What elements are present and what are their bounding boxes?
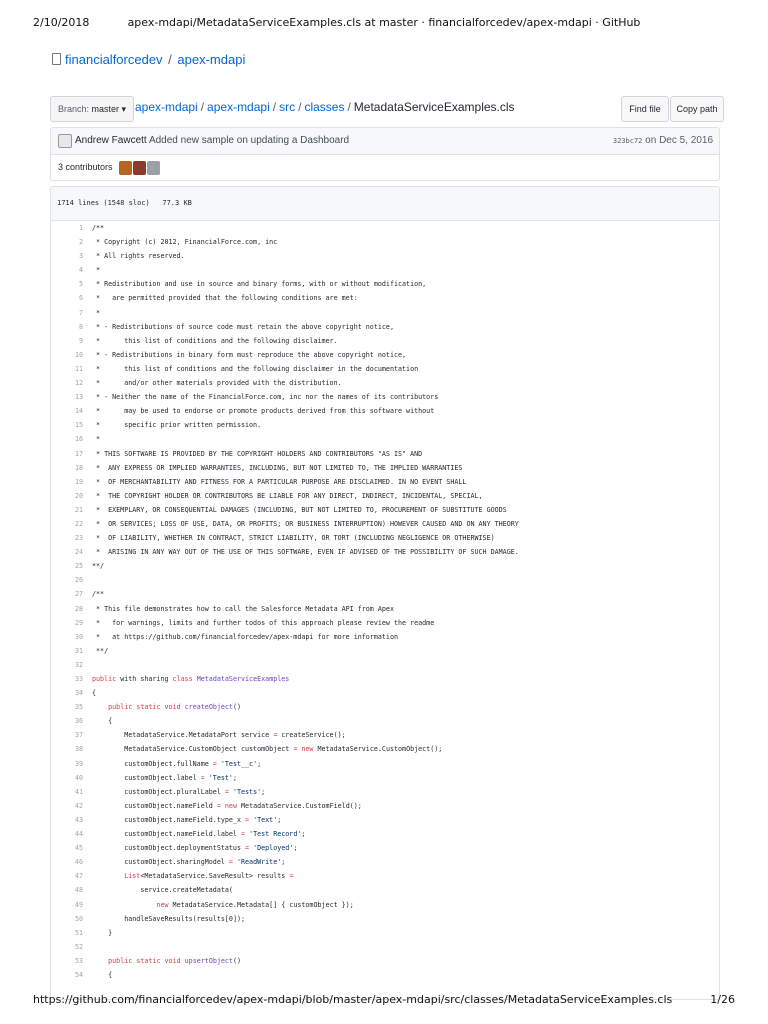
line-number[interactable]: 4 [78, 266, 83, 275]
line-number[interactable]: 49 [74, 900, 83, 909]
line-number[interactable]: 2 [78, 238, 83, 247]
breadcrumb-folder-src[interactable]: src [279, 100, 296, 114]
code-line [51, 334, 719, 348]
code-line [51, 742, 719, 756]
line-number[interactable]: 7 [78, 308, 83, 317]
line-number[interactable]: 14 [74, 407, 83, 416]
line-number[interactable]: 24 [74, 548, 83, 557]
code-text: { [92, 717, 113, 726]
code-line [51, 926, 719, 940]
code-line [51, 728, 719, 742]
code-text: * [92, 266, 101, 275]
code-line [51, 813, 719, 827]
line-number[interactable]: 20 [74, 491, 83, 500]
code-text: public with sharing class MetadataServiceExamples [92, 675, 290, 683]
find-file-button[interactable]: Find file [621, 96, 669, 122]
code-text [92, 940, 719, 954]
code-text: customObject.deploymentStatus = 'Deployed'; [92, 844, 298, 853]
line-number[interactable]: 41 [74, 787, 83, 796]
code-line [51, 376, 719, 390]
commit-message[interactable]: Added new sample on updating a Dashboard [148, 135, 350, 146]
print-date: 2/10/2018 [33, 16, 90, 29]
code-text: * All rights reserved. [92, 252, 185, 261]
line-number[interactable]: 27 [74, 590, 83, 599]
contributors-bar [50, 154, 720, 181]
line-number[interactable]: 31 [74, 646, 83, 655]
code-line [51, 714, 719, 728]
line-number[interactable]: 5 [78, 280, 83, 289]
code-line [51, 531, 719, 545]
code-line [51, 883, 719, 897]
line-number[interactable]: 22 [74, 519, 83, 528]
line-number[interactable]: 25 [74, 562, 83, 571]
line-number[interactable]: 19 [74, 477, 83, 486]
code-line [51, 785, 719, 799]
code-text: * ARISING IN ANY WAY OUT OF THE USE OF THIS SOFTWARE, EVEN IF ADVISED OF THE POSSIBILITY OF SUCH DAMAGE. [92, 548, 519, 557]
code-line [51, 672, 719, 686]
code-line [51, 968, 719, 982]
code-line [51, 869, 719, 883]
line-number[interactable]: 29 [74, 618, 83, 627]
breadcrumb-current-file: MetadataServiceExamples.cls [353, 100, 515, 114]
code-line [51, 940, 719, 954]
code-listing [51, 221, 719, 982]
repo-title [52, 52, 245, 67]
line-number[interactable]: 6 [78, 294, 83, 303]
code-text: MetadataService.MetadataPort service = createService(); [92, 731, 346, 740]
code-text: * and/or other materials provided with the distribution. [92, 379, 342, 388]
branch-value: master ▾ [91, 104, 127, 114]
line-number[interactable]: 23 [74, 534, 83, 543]
line-number[interactable]: 38 [74, 745, 83, 754]
code-line [51, 630, 719, 644]
code-line [51, 658, 719, 672]
code-text [92, 573, 719, 587]
code-text: /** [92, 224, 105, 232]
contributor-avatar[interactable] [119, 161, 132, 175]
code-line [51, 700, 719, 714]
commit-author[interactable]: Andrew Fawcett [75, 135, 147, 146]
line-number[interactable]: 10 [74, 350, 83, 359]
code-text: new MetadataService.Metadata[] { customObject }); [156, 900, 354, 909]
code-text: /** [92, 590, 105, 599]
line-number[interactable]: 34 [74, 689, 83, 698]
code-text: * - Redistributions in binary form must reproduce the above copyright notice, [92, 350, 407, 359]
repo-name-link[interactable]: apex-mdapi [177, 52, 246, 67]
code-text: * at https://github.com/financialforcedev/apex-mdapi for more information [92, 632, 398, 641]
line-number[interactable]: 48 [74, 886, 83, 895]
code-text: * this list of conditions and the following disclaimer. [92, 336, 338, 345]
code-text: public static void createObject() [108, 703, 242, 712]
code-text: public static void upsertObject() [108, 956, 242, 965]
print-page-number: 1/26 [710, 993, 735, 1006]
code-text: * EXEMPLARY, OR CONSEQUENTIAL DAMAGES (INCLUDING, BUT NOT LIMITED TO, PROCUREMENT OF SUBSTITUTE GOODS [92, 505, 507, 514]
code-line [51, 418, 719, 432]
line-number[interactable]: 46 [74, 858, 83, 867]
code-line [51, 898, 719, 912]
code-line [51, 912, 719, 926]
file-info [51, 187, 719, 221]
code-text: **/ [92, 562, 105, 571]
file-navigation [50, 96, 718, 122]
code-line [51, 362, 719, 376]
contributors-count[interactable]: 3 contributors [58, 162, 113, 172]
line-number[interactable]: 16 [74, 435, 83, 444]
author-avatar[interactable] [58, 134, 72, 148]
code-line [51, 799, 719, 813]
repo-icon [52, 53, 61, 65]
line-number[interactable]: 9 [78, 336, 83, 345]
code-line [51, 686, 719, 700]
code-line [51, 841, 719, 855]
file-size: 77.3 KB [162, 199, 192, 207]
line-number[interactable]: 33 [74, 675, 83, 683]
line-number[interactable]: 13 [74, 393, 83, 402]
repo-owner-link[interactable]: financialforcedev [65, 52, 163, 67]
code-line [51, 771, 719, 785]
code-text: * ANY EXPRESS OR IMPLIED WARRANTIES, INCLUDING, BUT NOT LIMITED TO, THE IMPLIED WARRANTIES [92, 463, 463, 472]
code-text: customObject.label = 'Test'; [92, 773, 237, 782]
code-line [51, 517, 719, 531]
contributor-avatars [119, 159, 161, 185]
code-line [51, 221, 719, 235]
line-number[interactable]: 47 [74, 872, 83, 881]
line-number[interactable]: 52 [74, 942, 83, 951]
code-text: handleSaveResults(results[0]); [92, 914, 246, 923]
line-number[interactable]: 35 [74, 703, 83, 712]
code-text: customObject.fullName = 'Test__c'; [92, 759, 262, 768]
code-line [51, 587, 719, 601]
line-number[interactable]: 40 [74, 773, 83, 782]
code-line [51, 545, 719, 559]
code-text: List<MetadataService.SaveResult> results = [124, 872, 294, 881]
breadcrumb-folder-classes[interactable]: classes [304, 100, 345, 114]
code-text: { [92, 970, 113, 979]
code-text: * THIS SOFTWARE IS PROVIDED BY THE COPYRIGHT HOLDERS AND CONTRIBUTORS "AS IS" AND [92, 449, 423, 458]
code-text: customObject.nameField = new MetadataService.CustomField(); [92, 801, 362, 810]
code-line [51, 348, 719, 362]
code-text: * OF LIABILITY, WHETHER IN CONTRACT, STRICT LIABILITY, OR TORT (INCLUDING NEGLIGENCE OR OTHERWISE) [92, 534, 495, 543]
code-text: * [92, 435, 101, 444]
line-number[interactable]: 45 [74, 844, 83, 853]
line-number[interactable]: 21 [74, 505, 83, 514]
code-text: customObject.pluralLabel = 'Tests'; [92, 787, 266, 796]
code-line [51, 855, 719, 869]
code-line [51, 277, 719, 291]
line-number[interactable]: 50 [74, 914, 83, 923]
latest-commit [50, 127, 720, 155]
line-number[interactable]: 12 [74, 379, 83, 388]
code-text: customObject.nameField.type_x = 'Text'; [92, 815, 282, 824]
branch-select-button[interactable] [50, 96, 134, 122]
code-text: * this list of conditions and the following disclaimer in the documentation [92, 364, 419, 373]
code-line [51, 616, 719, 630]
code-text: * This file demonstrates how to call the Salesforce Metadata API from Apex [92, 604, 394, 613]
code-line [51, 306, 719, 320]
code-line [51, 263, 719, 277]
code-line [51, 291, 719, 305]
code-line [51, 503, 719, 517]
line-number[interactable]: 11 [74, 364, 83, 373]
code-text: } [92, 928, 113, 937]
contributor-avatar[interactable] [147, 161, 160, 175]
contributor-avatar[interactable] [133, 161, 146, 175]
code-text: * - Neither the name of the FinancialForce.com, inc nor the names of its contributors [92, 393, 439, 402]
code-text: * specific prior written permission. [92, 421, 262, 430]
line-number[interactable]: 36 [74, 717, 83, 726]
line-number[interactable]: 37 [74, 731, 83, 740]
print-title: apex-mdapi/MetadataServiceExamples.cls at master · financialforcedev/apex-mdapi · GitHub [127, 16, 641, 29]
line-number[interactable]: 26 [74, 576, 83, 585]
code-text: * - Redistributions of source code must retain the above copyright notice, [92, 322, 394, 331]
code-text: * THE COPYRIGHT HOLDER OR CONTRIBUTORS BE LIABLE FOR ANY DIRECT, INDIRECT, INCIDENTAL, SPECIAL, [92, 491, 483, 500]
line-number[interactable]: 54 [74, 970, 83, 979]
code-text: { [92, 689, 97, 698]
code-text: service.createMetadata( [92, 886, 233, 895]
code-line [51, 489, 719, 503]
commit-date: on Dec 5, 2016 [645, 135, 713, 146]
code-line [51, 432, 719, 446]
code-line [51, 602, 719, 616]
line-number[interactable]: 53 [74, 956, 83, 965]
line-number[interactable]: 17 [74, 449, 83, 458]
code-line [51, 954, 719, 968]
line-number[interactable]: 44 [74, 830, 83, 839]
code-text: * may be used to endorse or promote products derived from this software without [92, 407, 435, 416]
code-line [51, 235, 719, 249]
code-line [51, 827, 719, 841]
code-text: **/ [92, 646, 109, 655]
line-number[interactable]: 28 [74, 604, 83, 613]
code-text [92, 658, 719, 672]
commit-sha[interactable]: 323bc72 [612, 137, 643, 145]
code-text: MetadataService.CustomObject customObject = new MetadataService.CustomObject(); [92, 745, 443, 754]
line-number[interactable]: 43 [74, 815, 83, 824]
line-number[interactable]: 15 [74, 421, 83, 430]
code-line [51, 644, 719, 658]
code-text: * for warnings, limits and further todos of this approach please review the readme [92, 618, 435, 627]
line-number[interactable]: 42 [74, 801, 83, 810]
code-line [51, 447, 719, 461]
file-line-count: 1714 lines (1548 sloc) [57, 199, 150, 207]
code-line [51, 249, 719, 263]
line-number[interactable]: 18 [74, 463, 83, 472]
line-number[interactable]: 3 [78, 252, 83, 261]
breadcrumb-folder-apex-mdapi[interactable]: apex-mdapi [207, 100, 270, 114]
code-line [51, 390, 719, 404]
code-text: customObject.nameField.label = 'Test Record'; [92, 830, 306, 839]
code-text: * are permitted provided that the following conditions are met: [92, 294, 358, 303]
line-number[interactable]: 32 [74, 660, 83, 669]
repo-separator: / [164, 52, 176, 67]
code-text: * OF MERCHANTABILITY AND FITNESS FOR A PARTICULAR PURPOSE ARE DISCLAIMED. IN NO EVENT SHALL [92, 477, 467, 486]
code-line [51, 573, 719, 587]
code-line [51, 757, 719, 771]
code-line [51, 320, 719, 334]
code-text: * Redistribution and use in source and binary forms, with or without modification, [92, 280, 427, 289]
line-number[interactable]: 39 [74, 759, 83, 768]
line-number[interactable]: 30 [74, 632, 83, 641]
line-number[interactable]: 1 [78, 224, 83, 232]
line-number[interactable]: 8 [78, 322, 83, 331]
code-line [51, 461, 719, 475]
copy-path-button[interactable]: Copy path [670, 96, 724, 122]
line-number[interactable]: 51 [74, 928, 83, 937]
code-text: customObject.sharingModel = 'ReadWrite'; [92, 858, 286, 867]
code-text: * [92, 308, 101, 317]
code-line [51, 559, 719, 573]
breadcrumb: apex-mdapi / apex-mdapi / src / classes / MetadataServiceExamples.cls [135, 100, 515, 114]
code-line [51, 404, 719, 418]
branch-label: Branch: [58, 104, 90, 114]
file-viewer [50, 186, 720, 1000]
breadcrumb-repo-root[interactable]: apex-mdapi [135, 100, 198, 114]
code-text: * Copyright (c) 2012, FinancialForce.com, inc [92, 238, 278, 247]
code-text: * OR SERVICES; LOSS OF USE, DATA, OR PROFITS; OR BUSINESS INTERRUPTION) HOWEVER CAUSED AND ON ANY THEORY [92, 519, 519, 528]
code-line [51, 475, 719, 489]
print-url: https://github.com/financialforcedev/apex-mdapi/blob/master/apex-mdapi/src/classes/MetadataServiceExamples.cls [33, 993, 673, 1006]
